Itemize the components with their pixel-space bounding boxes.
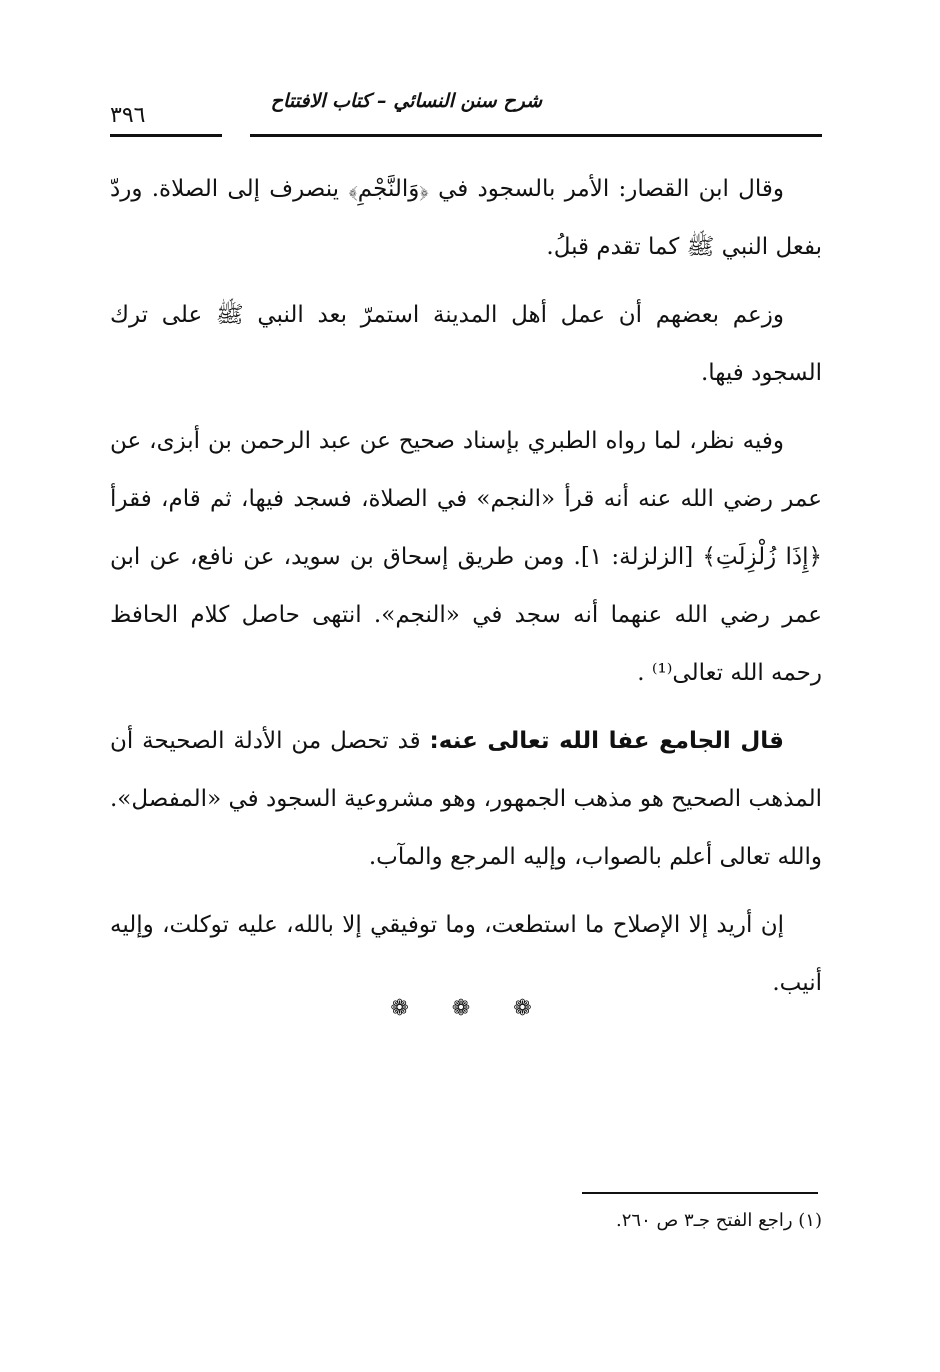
paragraph-compiler-conclusion (110, 712, 822, 886)
paragraph-closing-supplication: إن أريد إلا الإصلاح ما استطعت، وما توفيقي إلا بالله، عليه توكلت، وإليه أنيب. (110, 912, 822, 996)
paragraph-tabari-narration: وفيه نظر، لما رواه الطبري بإسناد صحيح عن عبد الرحمن بن أبزى، عن عمر رضي الله عنه أنه قرأ «النجم» في الصلاة، فسجد فيها، ثم قام، فقرأ ﴿إِذَا زُلْزِلَتِ﴾ [الزلزلة: ١]. ومن طريق إسحاق بن سويد، عن نافع، عن ابن عمر رضي الله عنهما أنه سجد في «النجم». انتهى حاصل كلام الحافظ رحمه الله تعالى⁽¹⁾ . (110, 428, 822, 686)
paragraph-madinah-practice: وزعم بعضهم أن عمل أهل المدينة استمرّ بعد النبي ﷺ على ترك السجود فيها. (110, 302, 822, 386)
footnote-rule (582, 1192, 818, 1194)
footnote: (١) راجع الفتح جـ٣ ص ٢٦٠. (616, 1210, 822, 1231)
header-rule (250, 134, 822, 137)
compiler-lead-phrase: قال الجامع عفا الله تعالى عنه: (429, 728, 784, 754)
main-text (110, 160, 822, 1022)
page-header (110, 88, 822, 138)
running-title: شرح سنن النسائي – كتاب الافتتاح (270, 90, 542, 112)
page-number-rule (110, 134, 222, 137)
section-separator-ornament: ❁ ❁ ❁ (390, 996, 550, 1021)
page-number: ٣٩٦ (110, 103, 146, 128)
compiler-conclusion-text: قد تحصل من الأدلة الصحيحة أن المذهب الصحيح هو مذهب الجمهور، وهو مشروعية السجود في «المفصل». والله تعالى أعلم بالصواب، وإليه المرجع والمآب. (110, 728, 822, 870)
paragraph-ibn-al-qassar: وقال ابن القصار: الأمر بالسجود في ﴿وَالنَّجْمِ﴾ ينصرف إلى الصلاة. وردّ بفعل النبي ﷺ كما تقدم قبلُ. (110, 176, 822, 260)
